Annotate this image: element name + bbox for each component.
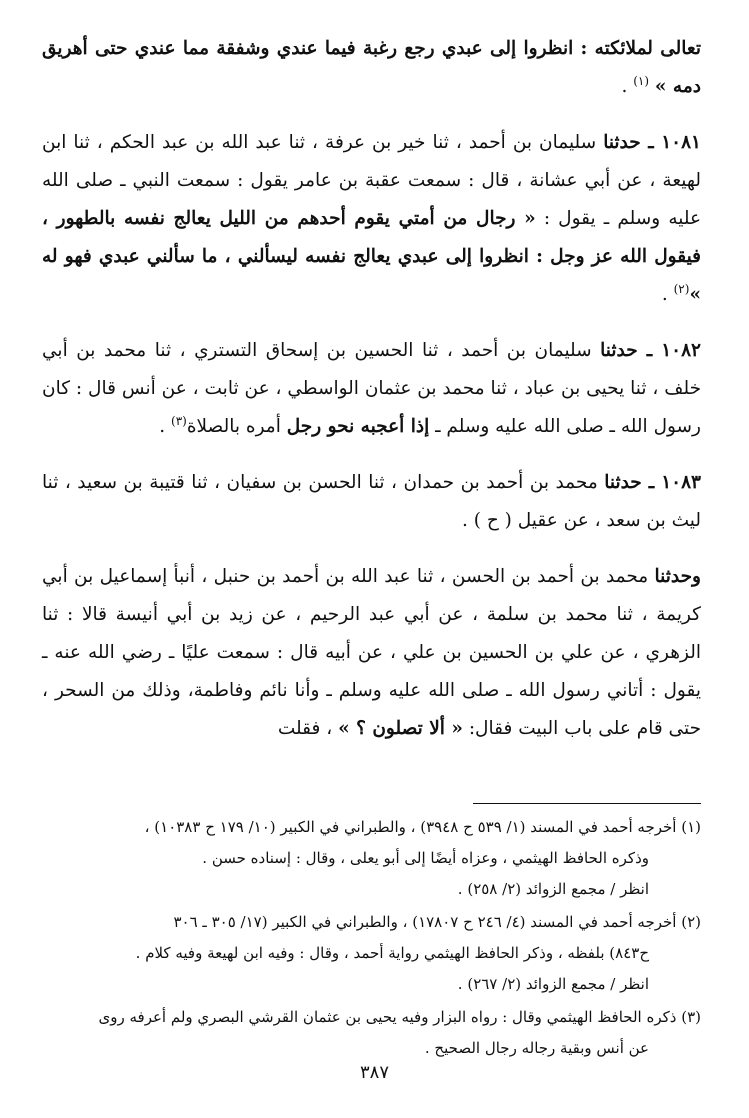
continuation-matn: « ألا تصلون ؟ » [338,718,463,739]
hadith-lead: حدثنا [600,340,638,361]
hadith-matn: إذا أعجبه نحو رجل [286,416,430,437]
hadith-lead: حدثنا [603,132,641,153]
hadith-1082: ١٠٨٢ ـ حدثنا سليمان بن أحمد ، ثنا الحسين بن إسحاق التستري ، ثنا محمد بن أبي خلف ، ثنا يحيى بن عباد ، ثنا محمد بن عثمان الواسطي ، عن ثابت ، عن أنس قال : كان رسول الله ـ صلى الله عليه وسلم ـ إذا أعجبه نحو رجل أمره بالصلاة$^{(٣)}$ . [42,340,701,437]
hadith-matn: « رجال من أمتي يقوم أحدهم من الليل يعالج نفسه بالطهور ، فيقول الله عز وجل : انظروا إلى عبدي يعالج نفسه ليسألني ، ما سألني عبدي فهو له » [42,208,701,305]
page-number: ٣٨٧ [359,1062,389,1083]
footnote-separator [473,803,701,804]
hadith-lead: حدثنا [604,472,642,493]
hadith-number: ١٠٨١ [661,132,701,153]
footnote-3: (٣) ذكره الحافظ الهيثمي وقال : رواه البزار وفيه يحيى بن عثمان القرشي البصري ولم أعرفه روى عن أنس وبقية رجاله رجال الصحيح . [98,1008,701,1057]
hadith-isnad: محمد بن أحمد بن حمدان ، ثنا الحسن بن سفيان ، ثنا قتيبة بن سعيد ، ثنا ليث بن سعد ، عن عقيل ( ح ) . [42,472,701,531]
main-text [42,30,701,748]
continuation-paragraph: وحدثنا محمد بن أحمد بن الحسن ، ثنا عبد الله بن أحمد بن حنبل ، أنبأ إسماعيل بن أبي كريمة ، ثنا محمد بن سلمة ، عن أبي عبد الرحيم ، عن زيد بن أبي أنيسة قالا : ثنا الزهري ، عن علي بن الحسين بن علي ، عن أبيه قال : سمعت عليًا ـ رضي الله عنه ـ يقول : أتاني رسول الله ـ صلى الله عليه وسلم ـ وأنا نائم وفاطمة، وذلك من السحر ، حتى قام على باب البيت فقال: « ألا تصلون ؟ » ، فقلت [42,566,701,739]
hadith-isnad: سليمان بن أحمد ، ثنا خير بن عرفة ، ثنا عبد الله بن عبد الحكم ، ثنا ابن لهيعة ، عن أبي عشانة ، قال : سمعت عقبة بن عامر يقول : سمعت النبي ـ صلى الله عليه وسلم ـ يقول : [42,132,701,229]
opening-paragraph: تعالى لملائكته : انظروا إلى عبدي رجع رغبة فيما عندي وشفقة مما عندي حتى أهريق دمه » $^{(١)}$ . [42,38,701,97]
hadith-isnad: سليمان بن أحمد ، ثنا الحسين بن إسحاق التستري ، ثنا محمد بن أبي خلف ، ثنا يحيى بن عباد ، ثنا محمد بن عثمان الواسطي ، عن ثابت ، عن أنس قال : كان رسول الله ـ صلى الله عليه وسلم ـ [42,340,701,437]
continuation-lead: وحدثنا [654,566,701,587]
footnote-ref: (٣) [171,413,187,428]
opening-text: تعالى لملائكته : انظروا إلى عبدي رجع رغبة فيما عندي وشفقة مما عندي حتى أهريق دمه » [42,38,701,97]
continuation-isnad: محمد بن أحمد بن الحسن ، ثنا عبد الله بن أحمد بن حنبل ، أنبأ إسماعيل بن أبي كريمة ، ثنا محمد بن سلمة ، عن أبي عبد الرحيم ، عن زيد بن أبي أنيسة قالا : ثنا الزهري ، عن علي بن الحسين بن علي ، عن أبيه قال : سمعت عليًا ـ رضي الله عنه ـ يقول : أتاني رسول الله ـ صلى الله عليه وسلم ـ وأنا نائم وفاطمة، وذلك من السحر ، حتى قام على باب البيت فقال: [42,566,701,739]
footnote-ref: (١) [633,73,650,88]
hadith-1083: ١٠٨٣ ـ حدثنا محمد بن أحمد بن حمدان ، ثنا الحسن بن سفيان ، ثنا قتيبة بن سعيد ، ثنا ليث بن سعد ، عن عقيل ( ح ) . [42,472,701,531]
hadith-number: ١٠٨٣ [661,472,701,493]
footnote-2: (٢) أخرجه أحمد في المسند (٤/ ٢٤٦ ح ١٧٨٠٧) ، والطبراني في الكبير (١٧/ ٣٠٥ ـ ٣٠٦ ح٨٤٣) بلفظه ، وذكر الحافظ الهيثمي رواية أحمد ، وقال : وفيه ابن لهيعة وفيه كلام . انظر / مجمع الزوائد (٢/ ٢٦٧) . [135,913,701,993]
footnote-1: (١) أخرجه أحمد في المسند (١/ ٥٣٩ ح ٣٩٤٨) ، والطبراني في الكبير (١٠/ ١٧٩ ح ١٠٣٨٣) ، وذكره الحافظ الهيثمي ، وعزاه أيضًا إلى أبو يعلى ، وقال : إسناده حسن . انظر / مجمع الزوائد (٢/ ٢٥٨) . [144,818,701,898]
hadith-1081: ١٠٨١ ـ حدثنا سليمان بن أحمد ، ثنا خير بن عرفة ، ثنا عبد الله بن عبد الحكم ، ثنا ابن لهيعة ، عن أبي عشانة ، قال : سمعت عقبة بن عامر يقول : سمعت النبي ـ صلى الله عليه وسلم ـ يقول : « رجال من أمتي يقوم أحدهم من الليل يعالج نفسه بالطهور ، فيقول الله عز وجل : انظروا إلى عبدي يعالج نفسه ليسألني ، ما سألني عبدي فهو له »$^{(٢)}$ . [42,132,701,305]
footnotes [42,812,701,1064]
hadith-number: ١٠٨٢ [661,340,701,361]
footnote-ref: (٢) [673,281,690,296]
